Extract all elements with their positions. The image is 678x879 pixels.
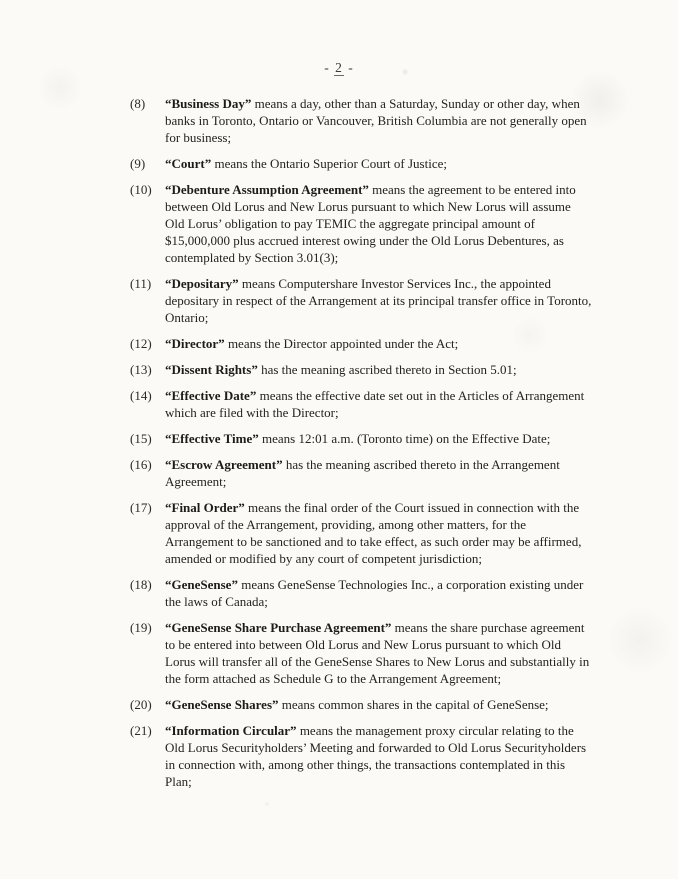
page-number-value: 2: [335, 60, 343, 75]
definition-body-text: means the Ontario Superior Court of Justice;: [211, 156, 447, 171]
definition-number: (9): [130, 156, 146, 171]
definition-number: (17): [130, 500, 152, 515]
definition-text: [165, 361, 593, 378]
definition-item: [130, 275, 596, 326]
definition-text: [165, 181, 593, 266]
definition-number: (11): [130, 276, 152, 291]
definition-number: (10): [130, 182, 152, 197]
definition-term: “Dissent Rights”: [165, 362, 258, 377]
definition-term: “Debenture Assumption Agreement”: [165, 182, 369, 197]
definition-term: “Court”: [165, 156, 212, 171]
definition-body-text: means the agreement to be entered into between Old Lorus and New Lorus pursuant to which New Lorus will assume Old Lorus’ obligation to pay TEMIC the aggregate principal amount of $15,000,000 plus accrued interest owing under the Old Lorus Debentures, as contemplated by Section 3.01(3);: [165, 182, 576, 265]
definition-text: [165, 456, 593, 490]
page-number-prefix: -: [324, 60, 335, 75]
definition-term: “GeneSense”: [165, 577, 238, 592]
definition-text: [165, 95, 593, 146]
definition-number: (8): [130, 96, 146, 111]
definition-body-text: means a day, other than a Saturday, Sunday or other day, when banks in Toronto, Ontario or Vancouver, British Columbia are not generally open for business;: [165, 96, 587, 145]
definition-item: [130, 181, 596, 266]
definition-number: (15): [130, 431, 152, 446]
definition-body-text: has the meaning ascribed thereto in Section 5.01;: [257, 362, 517, 377]
definition-term: “Effective Date”: [165, 388, 257, 403]
definition-term: “Final Order”: [165, 500, 245, 515]
definition-body-text: means common shares in the capital of GeneSense;: [278, 697, 549, 712]
definition-body-text: means GeneSense Technologies Inc., a corporation existing under the laws of Canada;: [165, 577, 584, 609]
definition-body-text: means the final order of the Court issued in connection with the approval of the Arrangement, providing, among other matters, for the Arrangement to be sanctioned and to take effect, as such order may be affirmed, amended or modified by any court of competent jurisdiction;: [165, 500, 582, 566]
definition-item: [130, 430, 596, 447]
definition-number: (16): [130, 457, 152, 472]
definition-term: “Director”: [165, 336, 225, 351]
definition-term: “Effective Time”: [165, 431, 259, 446]
definition-body-text: means the Director appointed under the Act;: [224, 336, 459, 351]
definition-term: “Information Circular”: [165, 723, 297, 738]
definition-item: [130, 696, 596, 713]
definition-item: [130, 335, 596, 352]
definition-term: “GeneSense Shares”: [165, 697, 279, 712]
definitions-list: [130, 95, 596, 799]
definition-number: (14): [130, 388, 152, 403]
definition-number: (21): [130, 723, 152, 738]
definition-body-text: means 12:01 a.m. (Toronto time) on the Effective Date;: [258, 431, 551, 446]
definition-number: (18): [130, 577, 152, 592]
definition-number: (13): [130, 362, 152, 377]
definition-body-text: means the effective date set out in the Articles of Arrangement which are filed with the Director;: [165, 388, 585, 420]
definition-text: [165, 275, 593, 326]
definition-term: “Depositary”: [165, 276, 239, 291]
definition-text: [165, 387, 593, 421]
definition-text: [165, 722, 593, 790]
page-number-suffix: -: [343, 60, 354, 75]
definition-text: [165, 619, 593, 687]
definition-text: [165, 155, 593, 172]
definition-item: [130, 576, 596, 610]
definition-item: [130, 619, 596, 687]
definition-item: [130, 722, 596, 790]
page-number: [0, 60, 678, 76]
definition-number: (20): [130, 697, 152, 712]
definition-item: [130, 456, 596, 490]
definition-term: “GeneSense Share Purchase Agreement”: [165, 620, 392, 635]
definition-body-text: has the meaning ascribed thereto in the Arrangement Agreement;: [165, 457, 560, 489]
definition-text: [165, 576, 593, 610]
definition-item: [130, 361, 596, 378]
definition-number: (19): [130, 620, 152, 635]
definition-term: “Escrow Agreement”: [165, 457, 283, 472]
definition-text: [165, 430, 593, 447]
definition-text: [165, 696, 593, 713]
definition-body-text: means Computershare Investor Services Inc., the appointed depositary in respect of the Arrangement at its principal transfer office in Toronto, Ontario;: [165, 276, 592, 325]
definition-text: [165, 499, 593, 567]
definition-body-text: means the management proxy circular relating to the Old Lorus Securityholders’ Meeting and forwarded to Old Lorus Securityholders in connection with, among other things, the transactions contemplated in this Plan;: [165, 723, 587, 789]
definition-item: [130, 499, 596, 567]
definition-number: (12): [130, 336, 152, 351]
definition-text: [165, 335, 593, 352]
definition-term: “Business Day”: [165, 96, 252, 111]
definition-body-text: means the share purchase agreement to be entered into between Old Lorus and New Lorus pursuant to which Old Lorus will transfer all of the GeneSense Shares to New Lorus and substantially in the form attached as Schedule G to the Arrangement Agreement;: [165, 620, 590, 686]
definition-item: [130, 155, 596, 172]
definition-item: [130, 387, 596, 421]
definition-item: [130, 95, 596, 146]
